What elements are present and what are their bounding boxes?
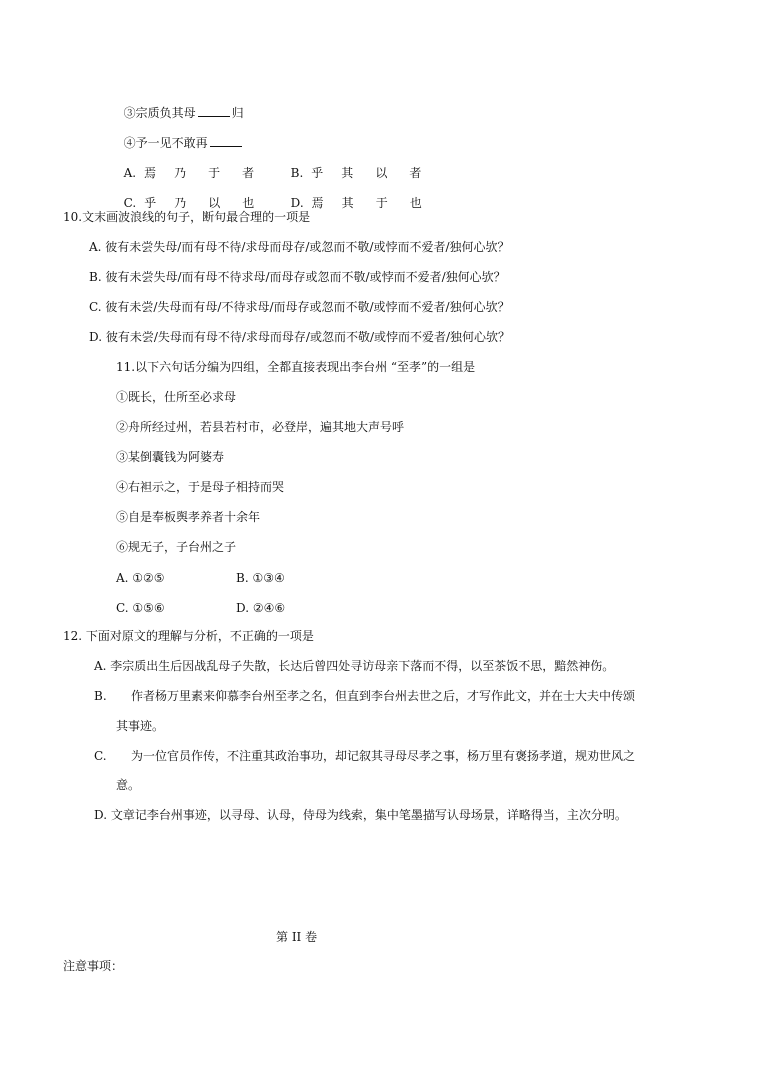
q12-stem: 12. 下面对原文的理解与分析，不正确的一项是 xyxy=(63,629,314,643)
q12-option-b-line2: 其事迹。 xyxy=(116,719,165,733)
option-label: B. xyxy=(290,166,304,180)
q10-option-a: A. 彼有未尝失母/而有母不待/求母而母存/或忽而不敬/或悖而不爱者/独何心欤？ xyxy=(89,240,510,254)
q11-item: ①既长，仕所至必求母 xyxy=(116,390,237,404)
option-word: 乎 xyxy=(144,196,157,210)
option-word: 其 xyxy=(341,166,354,180)
q12-option-c-line2: 意。 xyxy=(116,778,141,792)
q11-option-b: B. ①③④ xyxy=(236,571,285,585)
option-word: 者 xyxy=(409,166,422,180)
q11-option-d: D. ②④⑥ xyxy=(236,601,286,615)
option-word: 焉 xyxy=(144,166,157,180)
q9-item-3-post: 归 xyxy=(231,106,244,120)
option-word: 焉 xyxy=(311,196,324,210)
option-word: 以 xyxy=(375,166,388,180)
option-word: 于 xyxy=(375,196,388,210)
q10-option-b: B. 彼有未尝失母/而有母不待求母/而母存或忽而不敬/或悖而不爱者/独何心欤？ xyxy=(89,270,506,284)
option-label: C. xyxy=(123,196,137,210)
q11-option-a: A. ①②⑤ xyxy=(116,571,165,585)
option-word: 乃 xyxy=(174,196,187,210)
option-word: 也 xyxy=(409,196,422,210)
q12-option-b-line1: 作者杨万里素来仰慕李台州至孝之名，但直到李台州去世之后，才写作此文，并在士大夫中传颂 xyxy=(131,689,636,703)
q9-option-c xyxy=(116,179,254,211)
answer-blank xyxy=(210,135,242,147)
q9-item-3-pre: ③宗质负其母 xyxy=(123,106,196,120)
q10-option-d: D. 彼有未尝/失母而有母不待/求母而母存/或忽而不敬/或悖而不爱者/独何心欤？ xyxy=(89,330,511,344)
option-label: D. xyxy=(290,196,304,210)
q9-option-a xyxy=(116,149,254,181)
q10-stem: 10.文末画波浪线的句子，断句最合理的一项是 xyxy=(63,210,311,224)
q12-option-a: A. 李宗质出生后因战乱母子失散，长达后曾四处寻访母亲下落而不得，以至茶饭不思，黯然神伤。 xyxy=(94,659,615,673)
q9-option-b xyxy=(283,149,421,181)
q9-item-4 xyxy=(116,119,244,151)
q12-option-c-label: C. xyxy=(94,749,107,763)
option-label: A. xyxy=(123,166,137,180)
option-word: 乎 xyxy=(311,166,324,180)
option-word: 其 xyxy=(341,196,354,210)
q10-option-c: C. 彼有未尝/失母而有母/不待求母/而母存或忽而不敬/或悖而不爱者/独何心欤？ xyxy=(89,300,510,314)
q12-option-d: D. 文章记李台州事迹，以寻母、认母，侍母为线索，集中笔墨描写认母场景，详略得当，主次分明。 xyxy=(94,808,627,822)
section-title: 第 II 卷 xyxy=(276,930,318,944)
q9-item-4-pre: ④予一见不敢再 xyxy=(123,136,208,150)
q11-item: ③某倒囊钱为阿婆寿 xyxy=(116,450,225,464)
notice-heading: 注意事项： xyxy=(63,959,124,973)
q11-stem: 11.以下六句话分编为四组，全都直接表现出李台州 “至孝”的一组是 xyxy=(116,360,476,374)
q12-option-b-label: B. xyxy=(94,689,107,703)
q11-item: ②舟所经过州，若县若村市，必登岸，遍其地大声号呼 xyxy=(116,420,405,434)
option-word: 乃 xyxy=(174,166,187,180)
q11-item: ⑤自是奉板舆孝养者十余年 xyxy=(116,510,261,524)
q9-item-3 xyxy=(116,89,244,121)
q11-item: ⑥规无子，子台州之子 xyxy=(116,540,237,554)
option-word: 以 xyxy=(208,196,221,210)
option-word: 也 xyxy=(242,196,255,210)
answer-blank xyxy=(198,105,230,117)
option-word: 于 xyxy=(208,166,221,180)
q12-option-c-line1: 为一位官员作传，不注重其政治事功，却记叙其寻母尽孝之事，杨万里有褒扬孝道，规劝世风之 xyxy=(131,749,636,763)
q9-option-d xyxy=(283,179,422,211)
q11-option-c: C. ①⑤⑥ xyxy=(116,601,165,615)
q11-item: ④右袒示之，于是母子相持而哭 xyxy=(116,480,285,494)
option-word: 者 xyxy=(242,166,255,180)
